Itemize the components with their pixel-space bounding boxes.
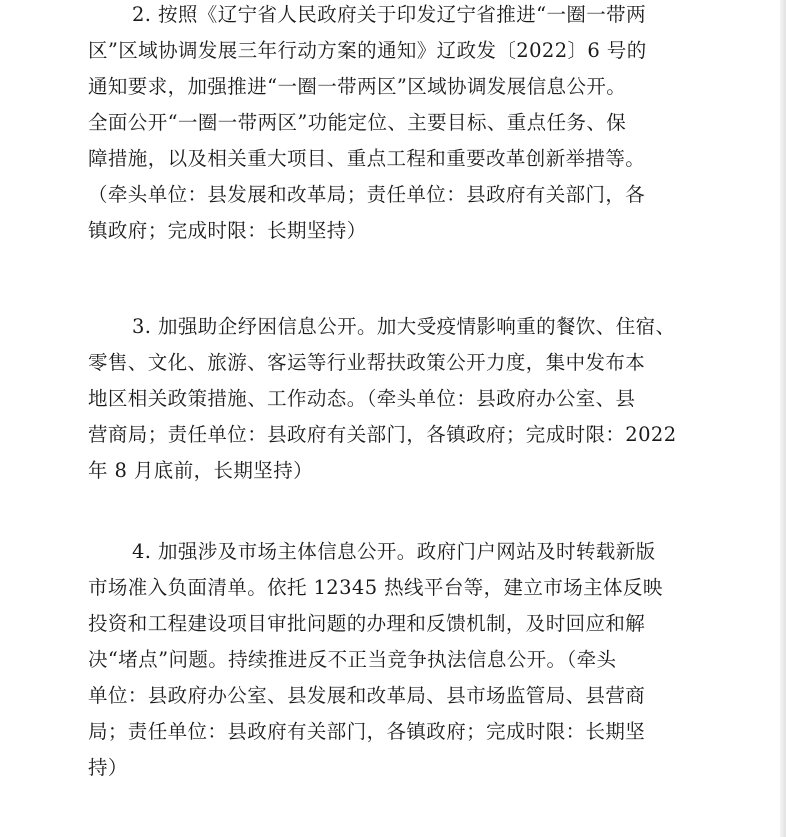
text-line: 年 8 月底前，长期坚持） <box>88 459 314 482</box>
paragraph-item-4 <box>88 534 688 786</box>
text-line: 单位：县政府办公室、县发展和改革局、县市场监管局、县营商 <box>88 684 646 707</box>
text-line: 区”区域协调发展三年行动方案的通知》辽政发〔2022〕6 号的 <box>88 39 647 62</box>
text-line: 零售、文化、旅游、客运等行业帮扶政策公开力度，集中发布本 <box>88 351 646 374</box>
page-edge-shadow <box>780 0 786 837</box>
text-line: 全面公开“一圈一带两区”功能定位、主要目标、重点任务、保 <box>88 111 627 134</box>
text-line: 持） <box>88 756 128 779</box>
text-line: 地区相关政策措施、工作动态。（牵头单位：县政府办公室、县 <box>88 387 636 410</box>
text-line: 通知要求，加强推进“一圈一带两区”区域协调发展信息公开。 <box>88 75 627 98</box>
text-line: 镇政府；完成时限：长期坚持） <box>88 219 367 242</box>
text-line: 障措施，以及相关重大项目、重点工程和重要改革创新举措等。 <box>88 147 646 170</box>
text-line: 局；责任单位：县政府有关部门，各镇政府；完成时限：长期坚 <box>88 720 646 743</box>
text-line: （牵头单位：县发展和改革局；责任单位：县政府有关部门，各 <box>88 183 646 206</box>
paragraph-item-2 <box>88 0 688 249</box>
text-line: 2. 按照《辽宁省人民政府关于印发辽宁省推进“一圈一带两 <box>132 3 646 26</box>
text-line: 市场准入负面清单。依托 12345 热线平台等，建立市场主体反映 <box>88 576 663 599</box>
paragraph-item-3 <box>88 309 688 489</box>
text-line: 营商局；责任单位：县政府有关部门，各镇政府；完成时限：2022 <box>88 423 677 446</box>
text-line: 决“堵点”问题。持续推进反不正当竞争执法信息公开。（牵头 <box>88 648 617 671</box>
text-line: 投资和工程建设项目审批问题的办理和反馈机制，及时回应和解 <box>88 612 646 635</box>
text-line: 3. 加强助企纾困信息公开。加大受疫情影响重的餐饮、住宿、 <box>132 315 676 338</box>
text-line: 4. 加强涉及市场主体信息公开。政府门户网站及时转载新版 <box>132 540 656 563</box>
